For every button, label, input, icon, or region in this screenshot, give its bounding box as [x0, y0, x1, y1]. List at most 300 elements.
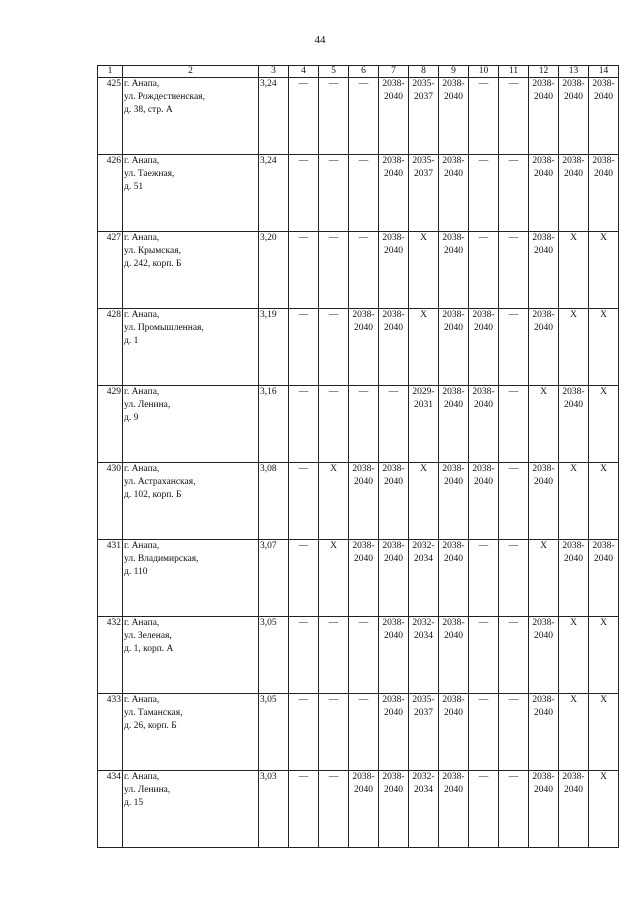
- period-line: 2040: [354, 477, 373, 487]
- period-cell: [349, 771, 379, 848]
- address-cell: [123, 771, 259, 848]
- address-line: г. Анапа,: [124, 464, 160, 474]
- period-cell: [439, 771, 469, 848]
- period-cell: [559, 155, 589, 232]
- address-line: г. Анапа,: [124, 541, 160, 551]
- dash-mark: —: [478, 233, 489, 243]
- dash-mark: —: [328, 79, 339, 89]
- period-line: 2032-: [412, 772, 435, 782]
- column-header-4: 4: [289, 66, 319, 78]
- dash-mark: —: [358, 387, 369, 397]
- table-row: [98, 386, 619, 463]
- column-header-10: 10: [469, 66, 499, 78]
- address-line: ул. Ленина,: [124, 785, 171, 795]
- period-cell: [379, 694, 409, 771]
- period-line: 2037: [414, 169, 433, 179]
- period-line: 2040: [384, 169, 403, 179]
- period-cell: [289, 463, 319, 540]
- cross-mark: X: [600, 387, 607, 397]
- period-cell: [409, 540, 439, 617]
- period-cell: [559, 694, 589, 771]
- period-line: 2040: [534, 785, 553, 795]
- address-cell: [123, 309, 259, 386]
- cross-mark: X: [570, 695, 577, 705]
- period-line: 2040: [444, 477, 463, 487]
- value-cell: 3,07: [259, 540, 289, 617]
- period-cell: [319, 78, 349, 155]
- period-line: 2038-: [442, 233, 465, 243]
- period-cell: [589, 155, 619, 232]
- period-line: 2040: [354, 785, 373, 795]
- period-cell: [499, 540, 529, 617]
- column-header-14: 14: [589, 66, 619, 78]
- value-cell: 3,19: [259, 309, 289, 386]
- period-cell: [379, 78, 409, 155]
- address-line: ул. Таманская,: [124, 708, 183, 718]
- period-cell: [439, 309, 469, 386]
- dash-mark: —: [478, 772, 489, 782]
- dash-mark: —: [358, 156, 369, 166]
- period-line: 2040: [474, 477, 493, 487]
- period-line: 2038-: [592, 541, 615, 551]
- period-cell: [529, 540, 559, 617]
- dash-mark: —: [508, 310, 519, 320]
- period-cell: [409, 771, 439, 848]
- period-cell: [589, 463, 619, 540]
- period-cell: [379, 232, 409, 309]
- cross-mark: X: [600, 695, 607, 705]
- address-line: ул. Ленина,: [124, 400, 171, 410]
- period-line: 2038-: [592, 156, 615, 166]
- address-line: д. 242, корп. Б: [124, 259, 182, 269]
- period-line: 2038-: [442, 464, 465, 474]
- period-line: 2040: [534, 631, 553, 641]
- row-number: 429: [98, 386, 123, 463]
- period-cell: [349, 617, 379, 694]
- table-row: [98, 617, 619, 694]
- period-cell: [409, 386, 439, 463]
- address-line: д. 1, корп. А: [124, 644, 174, 654]
- address-cell: [123, 386, 259, 463]
- cross-mark: X: [540, 387, 547, 397]
- dash-mark: —: [508, 387, 519, 397]
- period-line: 2038-: [382, 79, 405, 89]
- dash-mark: —: [298, 79, 309, 89]
- period-line: 2038-: [532, 464, 555, 474]
- period-line: 2035-: [412, 156, 435, 166]
- cross-mark: X: [600, 772, 607, 782]
- cross-mark: X: [600, 233, 607, 243]
- dash-mark: —: [298, 464, 309, 474]
- period-cell: [319, 309, 349, 386]
- period-line: 2038-: [382, 464, 405, 474]
- period-cell: [379, 309, 409, 386]
- period-line: 2040: [534, 323, 553, 333]
- period-line: 2040: [534, 246, 553, 256]
- period-cell: [409, 309, 439, 386]
- table-row: [98, 155, 619, 232]
- dash-mark: —: [298, 156, 309, 166]
- period-cell: [499, 155, 529, 232]
- period-line: 2040: [384, 631, 403, 641]
- period-line: 2038-: [442, 695, 465, 705]
- row-number: 427: [98, 232, 123, 309]
- period-line: 2034: [414, 631, 433, 641]
- period-cell: [319, 540, 349, 617]
- dash-mark: —: [298, 387, 309, 397]
- row-number: 428: [98, 309, 123, 386]
- period-cell: [289, 771, 319, 848]
- period-line: 2038-: [592, 79, 615, 89]
- period-cell: [469, 694, 499, 771]
- period-cell: [589, 617, 619, 694]
- address-line: д. 102, корп. Б: [124, 490, 182, 500]
- period-cell: [349, 463, 379, 540]
- cross-mark: X: [420, 233, 427, 243]
- period-line: 2038-: [382, 233, 405, 243]
- address-cell: [123, 694, 259, 771]
- cross-mark: X: [570, 464, 577, 474]
- period-line: 2038-: [442, 387, 465, 397]
- row-number: 433: [98, 694, 123, 771]
- row-number: 434: [98, 771, 123, 848]
- column-header-12: 12: [529, 66, 559, 78]
- period-line: 2040: [564, 169, 583, 179]
- dash-mark: —: [298, 310, 309, 320]
- period-line: 2040: [384, 708, 403, 718]
- period-line: 2031: [414, 400, 433, 410]
- address-line: г. Анапа,: [124, 618, 160, 628]
- period-cell: [559, 463, 589, 540]
- period-cell: [379, 463, 409, 540]
- period-cell: [289, 78, 319, 155]
- address-line: д. 26, корп. Б: [124, 721, 177, 731]
- period-cell: [349, 155, 379, 232]
- period-cell: [289, 694, 319, 771]
- period-line: 2040: [594, 169, 613, 179]
- cross-mark: X: [600, 618, 607, 628]
- period-cell: [469, 309, 499, 386]
- row-number: 426: [98, 155, 123, 232]
- period-cell: [409, 617, 439, 694]
- period-cell: [589, 309, 619, 386]
- address-line: д. 9: [124, 413, 139, 423]
- dash-mark: —: [328, 772, 339, 782]
- period-line: 2040: [444, 169, 463, 179]
- dash-mark: —: [358, 695, 369, 705]
- period-cell: [499, 232, 529, 309]
- dash-mark: —: [328, 156, 339, 166]
- period-cell: [349, 386, 379, 463]
- period-line: 2038-: [442, 541, 465, 551]
- period-cell: [409, 232, 439, 309]
- period-cell: [499, 78, 529, 155]
- row-number: 430: [98, 463, 123, 540]
- dash-mark: —: [298, 233, 309, 243]
- dash-mark: —: [298, 772, 309, 782]
- period-line: 2038-: [562, 79, 585, 89]
- period-line: 2038-: [472, 464, 495, 474]
- table-row: [98, 540, 619, 617]
- period-cell: [559, 309, 589, 386]
- period-cell: [289, 386, 319, 463]
- period-line: 2040: [564, 554, 583, 564]
- period-cell: [529, 617, 559, 694]
- dash-mark: —: [298, 541, 309, 551]
- period-line: 2038-: [562, 541, 585, 551]
- period-cell: [409, 78, 439, 155]
- period-line: 2040: [594, 92, 613, 102]
- dash-mark: —: [508, 156, 519, 166]
- period-line: 2038-: [382, 156, 405, 166]
- table-row: [98, 771, 619, 848]
- address-line: г. Анапа,: [124, 156, 160, 166]
- period-line: 2038-: [532, 695, 555, 705]
- period-cell: [289, 540, 319, 617]
- period-cell: [349, 694, 379, 771]
- dash-mark: —: [508, 772, 519, 782]
- period-line: 2037: [414, 708, 433, 718]
- value-cell: 3,16: [259, 386, 289, 463]
- period-cell: [529, 309, 559, 386]
- period-line: 2034: [414, 785, 433, 795]
- period-line: 2038-: [352, 310, 375, 320]
- period-cell: [349, 540, 379, 617]
- period-line: 2040: [384, 246, 403, 256]
- period-line: 2035-: [412, 695, 435, 705]
- period-line: 2040: [444, 708, 463, 718]
- dash-mark: —: [508, 464, 519, 474]
- address-cell: [123, 617, 259, 694]
- header-row: [98, 66, 619, 78]
- page-number: 44: [314, 34, 326, 46]
- period-line: 2040: [444, 785, 463, 795]
- value-cell: 3,05: [259, 617, 289, 694]
- period-cell: [589, 386, 619, 463]
- cross-mark: X: [330, 541, 337, 551]
- address-line: д. 110: [124, 567, 148, 577]
- column-header-5: 5: [319, 66, 349, 78]
- period-line: 2038-: [352, 541, 375, 551]
- period-cell: [589, 540, 619, 617]
- period-line: 2040: [354, 554, 373, 564]
- period-line: 2032-: [412, 618, 435, 628]
- dash-mark: —: [478, 541, 489, 551]
- period-line: 2038-: [352, 772, 375, 782]
- address-line: г. Анапа,: [124, 79, 160, 89]
- dash-mark: —: [508, 79, 519, 89]
- period-cell: [589, 771, 619, 848]
- period-cell: [559, 232, 589, 309]
- period-cell: [559, 386, 589, 463]
- column-header-13: 13: [559, 66, 589, 78]
- period-line: 2038-: [532, 772, 555, 782]
- address-line: д. 38, стр. А: [124, 105, 173, 115]
- period-cell: [379, 386, 409, 463]
- period-line: 2040: [474, 400, 493, 410]
- period-line: 2032-: [412, 541, 435, 551]
- dash-mark: —: [508, 618, 519, 628]
- dash-mark: —: [478, 79, 489, 89]
- period-line: 2029-: [412, 387, 435, 397]
- register-table: [97, 65, 619, 848]
- period-cell: [469, 771, 499, 848]
- address-line: г. Анапа,: [124, 233, 160, 243]
- period-cell: [529, 78, 559, 155]
- period-line: 2038-: [532, 310, 555, 320]
- period-cell: [439, 155, 469, 232]
- value-cell: 3,24: [259, 155, 289, 232]
- address-line: ул. Таежная,: [124, 169, 175, 179]
- cross-mark: X: [540, 541, 547, 551]
- column-header-7: 7: [379, 66, 409, 78]
- period-cell: [349, 309, 379, 386]
- period-line: 2040: [564, 92, 583, 102]
- period-line: 2038-: [382, 541, 405, 551]
- period-cell: [469, 78, 499, 155]
- period-cell: [319, 155, 349, 232]
- period-line: 2038-: [442, 156, 465, 166]
- period-cell: [409, 155, 439, 232]
- period-line: 2040: [564, 400, 583, 410]
- row-number: 425: [98, 78, 123, 155]
- period-cell: [589, 78, 619, 155]
- cross-mark: X: [330, 464, 337, 474]
- period-line: 2040: [444, 400, 463, 410]
- dash-mark: —: [358, 618, 369, 628]
- value-cell: 3,03: [259, 771, 289, 848]
- address-cell: [123, 232, 259, 309]
- period-line: 2038-: [382, 618, 405, 628]
- dash-mark: —: [478, 618, 489, 628]
- period-cell: [469, 463, 499, 540]
- period-line: 2038-: [442, 618, 465, 628]
- period-line: 2038-: [532, 156, 555, 166]
- period-line: 2040: [384, 554, 403, 564]
- address-line: ул. Рождественская,: [124, 92, 205, 102]
- period-cell: [589, 694, 619, 771]
- table-row: [98, 78, 619, 155]
- column-header-11: 11: [499, 66, 529, 78]
- cross-mark: X: [570, 618, 577, 628]
- address-line: д. 15: [124, 798, 144, 808]
- period-cell: [529, 155, 559, 232]
- period-line: 2040: [474, 323, 493, 333]
- address-line: г. Анапа,: [124, 310, 160, 320]
- address-line: г. Анапа,: [124, 387, 160, 397]
- column-header-6: 6: [349, 66, 379, 78]
- dash-mark: —: [298, 695, 309, 705]
- dash-mark: —: [358, 79, 369, 89]
- column-header-1: 1: [98, 66, 123, 78]
- period-cell: [499, 309, 529, 386]
- value-cell: 3,24: [259, 78, 289, 155]
- dash-mark: —: [358, 233, 369, 243]
- period-line: 2038-: [382, 695, 405, 705]
- period-cell: [529, 694, 559, 771]
- period-cell: [379, 771, 409, 848]
- period-cell: [319, 771, 349, 848]
- table-row: [98, 309, 619, 386]
- period-line: 2038-: [382, 772, 405, 782]
- period-line: 2040: [564, 785, 583, 795]
- dash-mark: —: [478, 156, 489, 166]
- address-cell: [123, 540, 259, 617]
- period-line: 2040: [534, 169, 553, 179]
- column-header-3: 3: [259, 66, 289, 78]
- dash-mark: —: [328, 618, 339, 628]
- period-cell: [469, 540, 499, 617]
- period-line: 2035-: [412, 79, 435, 89]
- period-cell: [349, 232, 379, 309]
- address-line: г. Анапа,: [124, 772, 160, 782]
- period-cell: [289, 309, 319, 386]
- period-cell: [439, 232, 469, 309]
- period-cell: [319, 694, 349, 771]
- period-cell: [319, 463, 349, 540]
- period-cell: [349, 78, 379, 155]
- table-body: [98, 78, 619, 848]
- period-line: 2040: [594, 554, 613, 564]
- column-header-9: 9: [439, 66, 469, 78]
- period-line: 2038-: [562, 156, 585, 166]
- period-cell: [589, 232, 619, 309]
- value-cell: 3,20: [259, 232, 289, 309]
- dash-mark: —: [388, 387, 399, 397]
- period-line: 2040: [384, 477, 403, 487]
- period-cell: [529, 463, 559, 540]
- period-cell: [439, 694, 469, 771]
- period-cell: [379, 155, 409, 232]
- period-cell: [289, 617, 319, 694]
- period-cell: [439, 386, 469, 463]
- dash-mark: —: [298, 618, 309, 628]
- period-cell: [559, 771, 589, 848]
- period-cell: [289, 155, 319, 232]
- period-line: 2038-: [352, 464, 375, 474]
- period-line: 2038-: [562, 387, 585, 397]
- column-header-8: 8: [409, 66, 439, 78]
- period-cell: [379, 617, 409, 694]
- period-cell: [469, 155, 499, 232]
- period-line: 2038-: [382, 310, 405, 320]
- row-number: 431: [98, 540, 123, 617]
- value-cell: 3,05: [259, 694, 289, 771]
- period-cell: [499, 617, 529, 694]
- cross-mark: X: [570, 233, 577, 243]
- period-line: 2040: [534, 92, 553, 102]
- cross-mark: X: [420, 464, 427, 474]
- cross-mark: X: [600, 310, 607, 320]
- address-line: д. 51: [124, 182, 144, 192]
- row-number: 432: [98, 617, 123, 694]
- period-line: 2034: [414, 554, 433, 564]
- dash-mark: —: [328, 387, 339, 397]
- period-line: 2038-: [532, 79, 555, 89]
- period-cell: [409, 463, 439, 540]
- cross-mark: X: [600, 464, 607, 474]
- period-cell: [319, 617, 349, 694]
- period-cell: [439, 78, 469, 155]
- table-row: [98, 232, 619, 309]
- period-cell: [529, 232, 559, 309]
- period-cell: [439, 540, 469, 617]
- period-line: 2040: [384, 785, 403, 795]
- period-cell: [559, 617, 589, 694]
- dash-mark: —: [508, 541, 519, 551]
- address-line: ул. Промышленная,: [124, 323, 204, 333]
- period-cell: [559, 78, 589, 155]
